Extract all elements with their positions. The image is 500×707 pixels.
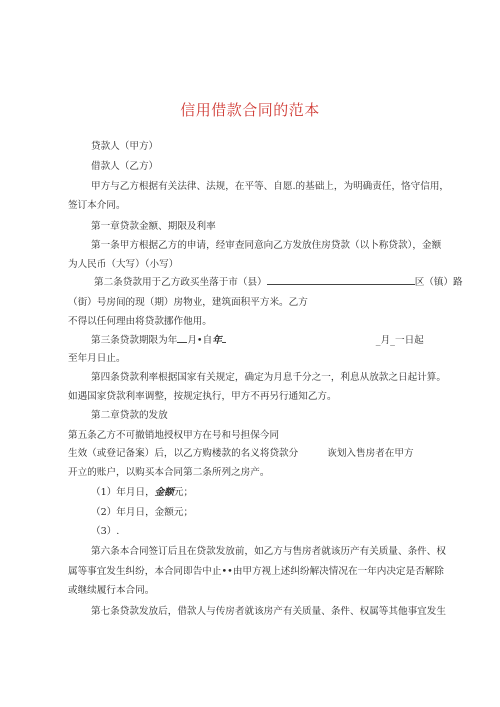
article-3-text-c: 年 xyxy=(212,335,222,346)
article-3-text-d: _月_一日起 xyxy=(375,335,424,346)
article-2-line-1 xyxy=(94,277,463,289)
article-6-line-1: 第六条本合同签订后且在贷款发放前，如乙方与售房者就该历产有关质量、条件、权 xyxy=(91,546,446,557)
article-2-line-3: 不得以任何理由将贷款挪作他用。 xyxy=(68,316,212,327)
installment-1 xyxy=(91,487,193,499)
party-a-line: 贷款人（甲方） xyxy=(91,141,159,152)
installment-1-amount-label: 金额 xyxy=(154,487,174,498)
preamble-line-2: 签订本介同。 xyxy=(68,200,126,211)
article-5-line-3: 开立的账户，以购买本合同第二条所列之房产。 xyxy=(68,467,270,478)
chapter-1-heading: 第一章贷款金额、期限及利率 xyxy=(91,221,216,232)
document-title: 信用借款合同的范本 xyxy=(180,101,320,119)
blank-underline xyxy=(177,342,187,343)
article-3-line-2: 至年月日止。 xyxy=(68,353,126,364)
preamble-line-1: 甲方与乙方根据有关法律、法规，在平等、自愿.的基础上，为明确责任，恪守信用， xyxy=(91,181,450,192)
article-2-text-b: 区（镇）路 xyxy=(414,277,463,288)
article-7-line-1: 第七条贷款发放后，借款人与传房者就该房产有关质量、条件、权属等其他事宜发生 xyxy=(91,606,446,617)
party-b-line: 借款人（乙方） xyxy=(91,161,159,172)
article-5-text-b: 诙划入售房者在甲方 xyxy=(327,448,414,459)
installment-2: （2）年月日，金额元； xyxy=(91,507,194,518)
installment-1-date: （1）年月日， xyxy=(91,487,155,498)
blank-underline xyxy=(222,342,226,343)
article-3-line-1 xyxy=(91,335,424,347)
article-3-text-a: 第三条贷款期限为年 xyxy=(91,335,178,346)
article-3-text-b: 月•自 xyxy=(187,335,213,346)
installment-1-unit: 元； xyxy=(173,487,194,498)
article-5-line-1: 第五条乙方不可撤销地授权甲方在号和号担保今同 xyxy=(68,430,280,441)
article-1-line-2: 为人民币（大写）（小写） xyxy=(68,259,179,270)
article-1-line-1: 第一条甲方根据乙方的申请，经审查同意向乙方发放住房贷款（以卜称贷款），金额 xyxy=(91,240,442,251)
article-6-line-3: 或继续履行本合同。 xyxy=(68,585,155,596)
article-6-line-2: 属等事宜发生纠纷，本合同即告中止••由甲方视上述纠纷解决情况在一年内决定是否解除 xyxy=(68,566,444,577)
chapter-2-heading: 第二章贷款的发放 xyxy=(91,410,168,421)
article-2-line-2: （街）号房间的现（期）房物业，建筑面积平方米。乙方 xyxy=(68,297,308,308)
article-4-line-1: 第四条贷款利率根据国家有关规定，确定为月息千分之一，利息从放款之日起计算。 xyxy=(91,372,446,383)
article-4-line-2: 如遇国家贷款利率调整，按规定执行，甲方不再另行通知乙方。 xyxy=(68,391,337,402)
installment-3: （3）. xyxy=(91,526,120,537)
article-5-text-a: 生效（或登记备案）后，以乙方购楼款的名义将贷款分 xyxy=(68,448,299,459)
article-2-text-a: 第二条贷款用于乙方政买坐落于市（县） xyxy=(94,277,267,288)
article-5-line-2 xyxy=(68,448,414,460)
blank-underline xyxy=(267,284,415,285)
